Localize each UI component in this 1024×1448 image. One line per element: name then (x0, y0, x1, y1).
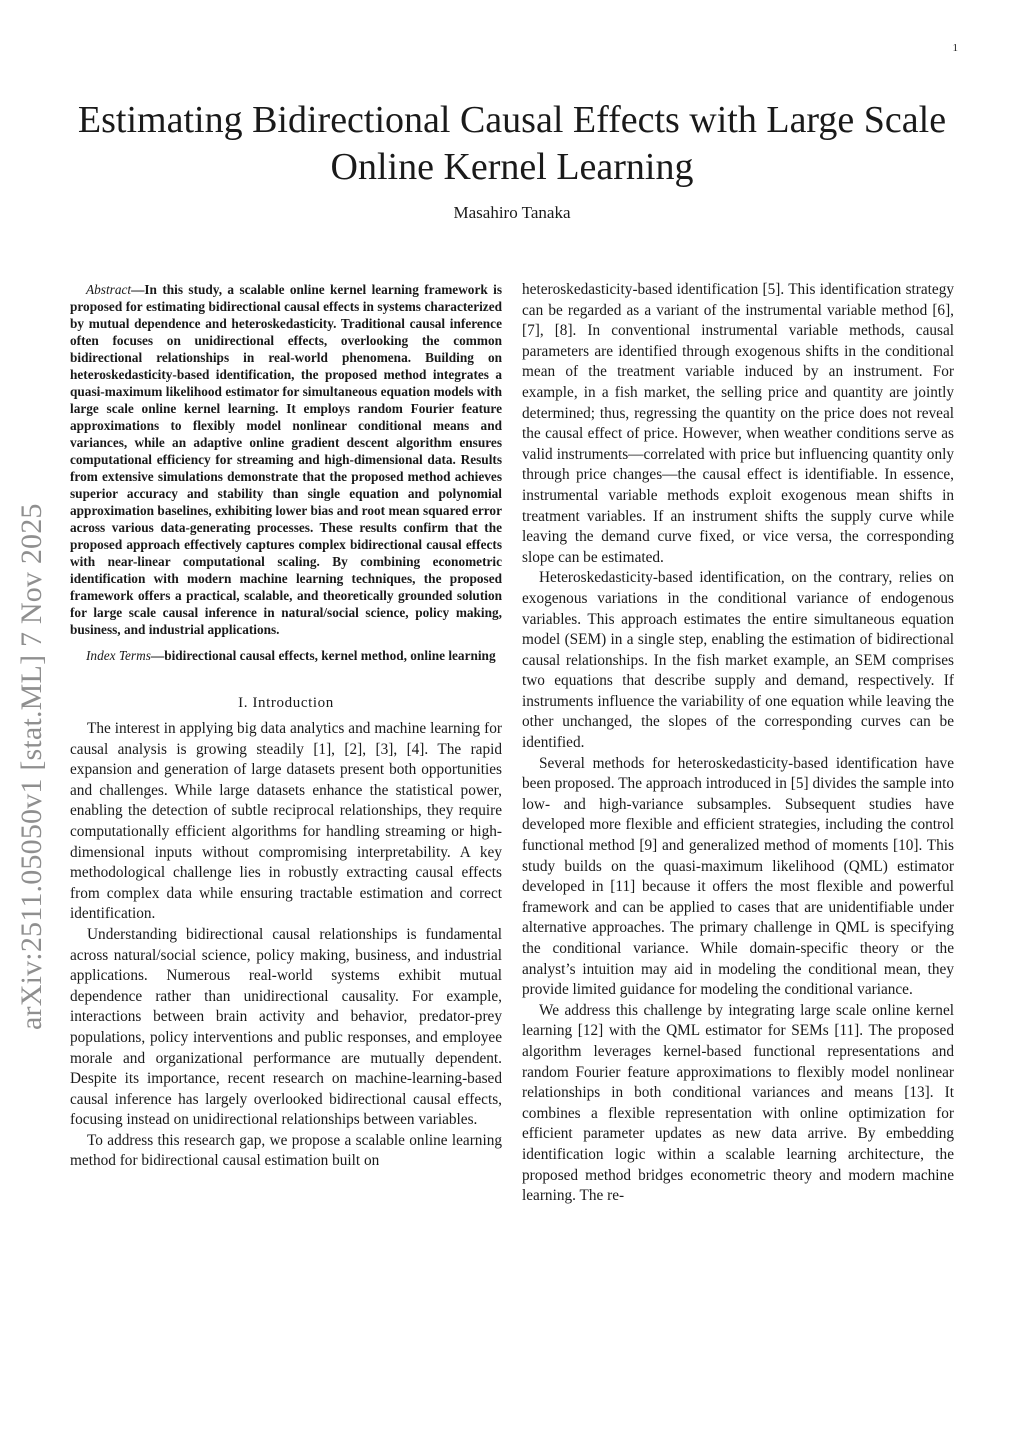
index-terms-text: —bidirectional causal effects, kernel method, online learning (150, 648, 496, 663)
intro-paragraph-continued: heteroskedasticity-based identification [5]. This identification strategy can be regarded as a variant of the instrumental variable method [6], [7], [8]. In conventional instrumental variable methods, causal parameters are identified through exogenous shifts in the conditional mean of the treatment variable induced by an instrument. For example, in a fish market, the selling price and quantity are jointly determined; thus, regressing the quantity on the price does not reveal the causal effect of price. However, when weather conditions serve as valid instruments—correlated with price but influencing quantity only through price changes—the causal effect is identifiable. In essence, instrumental variable methods exploit exogenous mean shifts in treatment variables. If an instrument shifts the supply curve while leaving the demand curve fixed, or vice versa, the corresponding slope can be estimated. (522, 281, 954, 566)
intro-paragraph: Understanding bidirectional causal relationships is fundamental across natural/social science, policy making, business, and industrial applications. Numerous real-world systems exhibit mutual dependence rather than unidirectional causality. For example, interactions between brain activity and behavior, predator-prey populations, policy interventions and public responses, and employee morale and organizational performance are mutually dependent. Despite its importance, recent research on machine-learning-based causal inference has largely overlooked bidirectional causal effects, focusing instead on unidirectional relationships between variables. (70, 925, 502, 1129)
intro-paragraph: Several methods for heteroskedasticity-based identification have been proposed. The approach introduced in [5] divides the sample into low- and high-variance subsamples. Subsequent studies have developed more flexible and efficient strategies, including the control functional method [9] and generalized method of moments [10]. This study builds on the quasi-maximum likelihood (QML) estimator developed in [11] because it offers the most flexible and powerful framework and can be applied to cases that are unidentifiable under alternative approaches. The primary challenge in QML is specifying the conditional variance. While domain-specific theory or the analyst’s intuition may aid in modeling the conditional mean, they provide limited guidance for modeling the conditional variance. (522, 754, 954, 999)
section-heading-introduction: I. Introduction (238, 695, 334, 711)
abstract-label: Abstract (86, 282, 132, 297)
arxiv-identifier-stamp: arXiv:2511.05050v1 [stat.ML] 7 Nov 2025 (15, 503, 48, 1030)
index-terms (70, 647, 502, 664)
intro-paragraph: The interest in applying big data analytics and machine learning for causal analysis is growing steadily [1], [2], [3], [4]. The rapid expansion and generation of large datasets present both opportunities and challenges. While large datasets enhance the statistical power, enabling the detection of subtle reciprocal relationships, they require computationally efficient algorithms for handling streaming or high-dimensional inputs without compromising interpretability. A key methodological challenge lies in robustly extracting causal effects from complex data while ensuring tractable estimation and correct identification. (70, 720, 502, 923)
intro-paragraph: Heteroskedasticity-based identification, on the contrary, relies on exogenous variations in the conditional variance of endogenous variables. This approach estimates the entire simultaneous equation model (SEM) in a single step, enabling the estimation of bidirectional causal relationships. In the fish market example, an SEM comprises two equations that describe supply and demand, respectively. If instruments influence the variability of one equation while leaving the other unchanged, the slopes of the corresponding curves can be identified. (522, 569, 954, 752)
page-number: 1 (952, 42, 958, 54)
abstract (70, 281, 502, 638)
index-terms-label: Index Terms (86, 648, 151, 663)
right-column (522, 280, 954, 1207)
abstract-text: —In this study, a scalable online kernel learning framework is proposed for estimating bidirectional causal effects in systems characterized by mutual dependence and heteroskedasticity. Traditional causal inference often focuses on unidirectional effects, overlooking the common bidirectional relationships in real-world phenomena. Building on heteroskedasticity-based identification, the proposed method integrates a quasi-maximum likelihood estimator for simultaneous equation models with large scale online kernel learning. It employs random Fourier feature approximations to flexibly model nonlinear conditional means and variances, while an adaptive online gradient descent algorithm ensures computational efficiency for streaming and high-dimensional data. Results from extensive simulations demonstrate that the proposed method achieves superior accuracy and stability than single equation and polynomial approximation baselines, exhibiting lower bias and root mean squared error across various data-generating processes. These results confirm that the proposed approach effectively captures complex bidirectional causal effects with near-linear computational scaling. By combining econometric identification with modern machine learning techniques, the proposed framework offers a practical, scalable, and theoretically grounded solution for large scale causal inference in natural/social science, policy making, business, and industrial applications. (70, 282, 502, 637)
intro-paragraph: To address this research gap, we propose a scalable online learning method for bidirectional causal estimation built on (70, 1131, 502, 1170)
intro-paragraph: We address this challenge by integrating large scale online kernel learning [12] with the QML estimator for SEMs [11]. The proposed algorithm leverages kernel-based functional representations and random Fourier feature approximations to flexibly model nonlinear relationships in both conditional variances and means [13]. It combines a flexible representation with online optimization for efficient parameter updates as new data arrive. By embedding identification logic within a scalable learning architecture, the proposed method bridges econometric theory and modern machine learning. The re- (522, 1001, 954, 1205)
paper-title: Estimating Bidirectional Causal Effects with Large Scale Online Kernel Learning (77, 99, 947, 188)
left-column (70, 281, 502, 1172)
author-name: Masahiro Tanaka (453, 203, 571, 222)
